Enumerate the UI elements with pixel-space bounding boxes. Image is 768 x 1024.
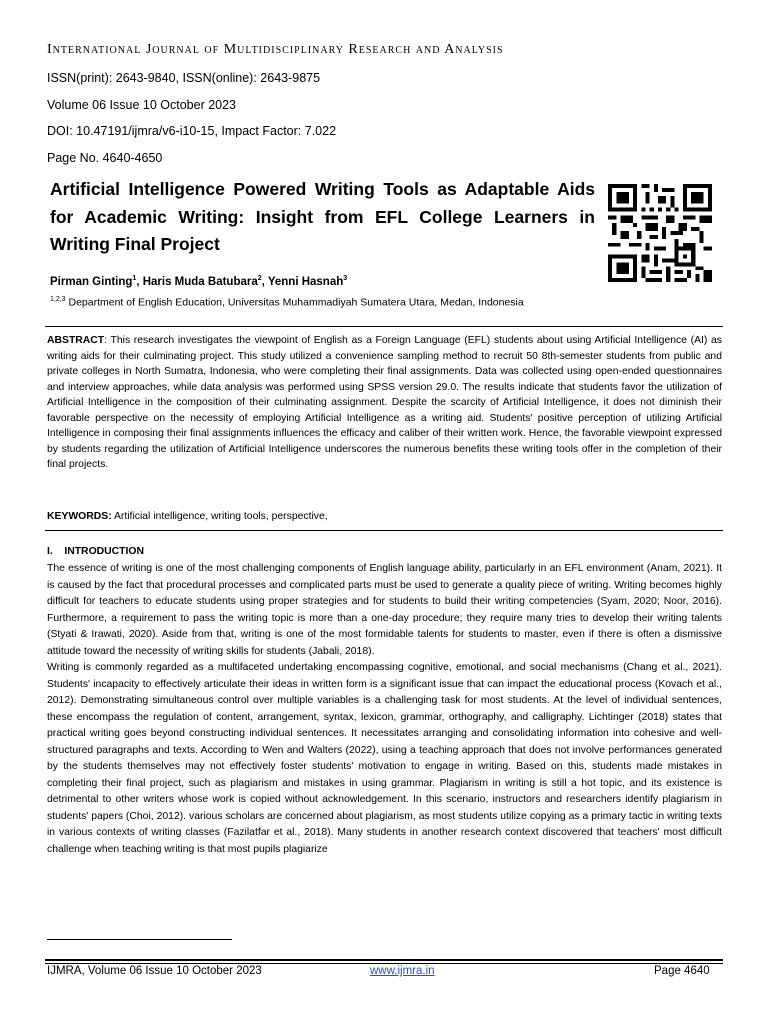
paper-title: Artificial Intelligence Powered Writing Tools as Adaptable Aids for Academic Writing: Insight from EFL College Learners in Writing Final Project	[50, 179, 595, 254]
footer-link[interactable]: www.ijmra.in	[370, 965, 435, 977]
keywords-label: KEYWORDS:	[47, 511, 112, 522]
section-body	[47, 561, 722, 858]
abstract-text: : This research investigates the viewpoint of English as a Foreign Language (EFL) students about using Artificial Intelligence (AI) as writing aids for their culminating project. This study utilized a convenience sampling method to recruit 50 8th-semester students from public and private colleges in North Sumatra, Indonesia, who were completing their final assignments. Data was collected using open-ended questionnaires and interview approaches, while data analysis was performed using SPSS version 29.0. The results indicate that students favor the utilization of Artificial Intelligence in the composition of their culminating assignment. Despite the scarcity of Artificial Intelligence, it does not diminish their favorable perspective on the necessity of employing Artificial Intelligence as a writing aid. Students' positive perception of utilizing Artificial Intelligence in composing their final assignments influences the efficacy and caliber of their written work. Hence, the favorable viewpoint expressed by students regarding the utilization of Artificial Intelligence underscores the numerous benefits these writing tools offer in the completion of their final projects.	[47, 335, 722, 470]
issn: ISSN(print): 2643-9840, ISSN(online): 2643-9875	[47, 71, 321, 85]
keywords	[47, 511, 328, 522]
affiliation-sup: 1,2,3	[50, 296, 66, 303]
author-list: Pirman Ginting$^1$, Haris Muda Batubara$^2$, Yenni Hasnah$^3$	[50, 275, 348, 288]
paragraph-2: Writing is commonly regarded as a multifaceted undertaking encompassing cognitive, emotional, and social mechanisms (Chang et al., 2021). Students' incapacity to effectively articulate their ideas in written form is a significant issue that can impact the educational process (Kovach et al., 2012). Demonstrating simultaneous control over multiple variables is a challenging task for most students. At the level of individual sentences, these encompass the regulation of content, arrangement, syntax, lexicon, grammar, orthography, and calligraphy. Lichtinger (2018) states that practical writing goes beyond constructing individual sentences. It necessitates arranging and consolidating information into cohesive and well-structured paragraphs and texts. According to Wen and Walters (2022), using a teaching approach that does not involve performances generated by the students themselves may not effectively foster students' motivation to engage in writing. Based on this, students made mistakes in completing their final project, such as plagiarism and mistakes in using grammar. Plagiarism in writing is still a hot topic, and its existence is detrimental to other writers whose work is copied without acknowledgement. In this scenario, instructors and researchers identify plagiarism in students' papers (Choi, 2012). various scholars are concerned about plagiarism, as most students utilize copying as a primary tactic in writing texts in various contexts of writing classes (Fazilatfar et al., 2018). Many students in another research context discovered that teachers' most difficult challenge when teaching writing is that most pupils plagiarize	[47, 662, 722, 855]
footnote-divider	[47, 939, 232, 940]
volume-issue: Volume 06 Issue 10 October 2023	[47, 98, 237, 112]
divider-top	[45, 326, 723, 327]
author-3-sup: 3	[343, 275, 348, 282]
footer-rule-thin	[45, 963, 723, 964]
footer-rule-thick	[45, 959, 723, 961]
journal-name: International Journal of Multidisciplinary Research and Analysis	[47, 42, 504, 57]
abstract-label: ABSTRACT	[47, 335, 105, 346]
affiliation-text: Department of English Education, Universitas Muhammadiyah Sumatera Utara, Medan, Indonesia	[65, 296, 524, 309]
footer-left: IJMRA, Volume 06 Issue 10 October 2023	[47, 965, 262, 977]
footer-page-number: Page 4640	[654, 965, 710, 977]
abstract	[47, 333, 722, 473]
author-1-sup: 1	[132, 275, 137, 282]
affiliation	[50, 296, 524, 309]
paragraph-1: The essence of writing is one of the most challenging components of English language ability, particularly in an EFL environment (Anam, 2021). It is caused by the fact that procedural processes and complicated parts must be used to generate a quality piece of writing. Writing becomes highly difficult for teachers to educate students using proper strategies and for students to build their writing competencies (Syam, 2020; Noor, 2016). Furthermore, a requirement to pass the writing topic is more than a one-day procedure; they require many tries to develop their writing talents (Styati & Irawati, 2020). Aside from that, writing is one of the most formidable talents for students to master, even if there is often a dismissive attitude toward the necessity of writing skills for students (Jabali, 2018).	[47, 563, 722, 657]
author-3: Yenni Hasnah	[267, 275, 344, 288]
page-numbers: Page No. 4640-4650	[47, 151, 163, 165]
author-1: Pirman Ginting	[50, 275, 133, 288]
doi: DOI: 10.47191/ijmra/v6-i10-15, Impact Factor: 7.022	[47, 124, 337, 138]
qr-code-icon	[608, 184, 712, 282]
author-2-sup: 2	[257, 275, 262, 282]
keywords-text: Artificial intelligence, writing tools, perspective,	[111, 511, 328, 522]
section-heading: I. INTRODUCTION	[47, 546, 144, 557]
divider-bottom	[45, 530, 723, 531]
author-2: Haris Muda Batubara	[142, 275, 258, 288]
